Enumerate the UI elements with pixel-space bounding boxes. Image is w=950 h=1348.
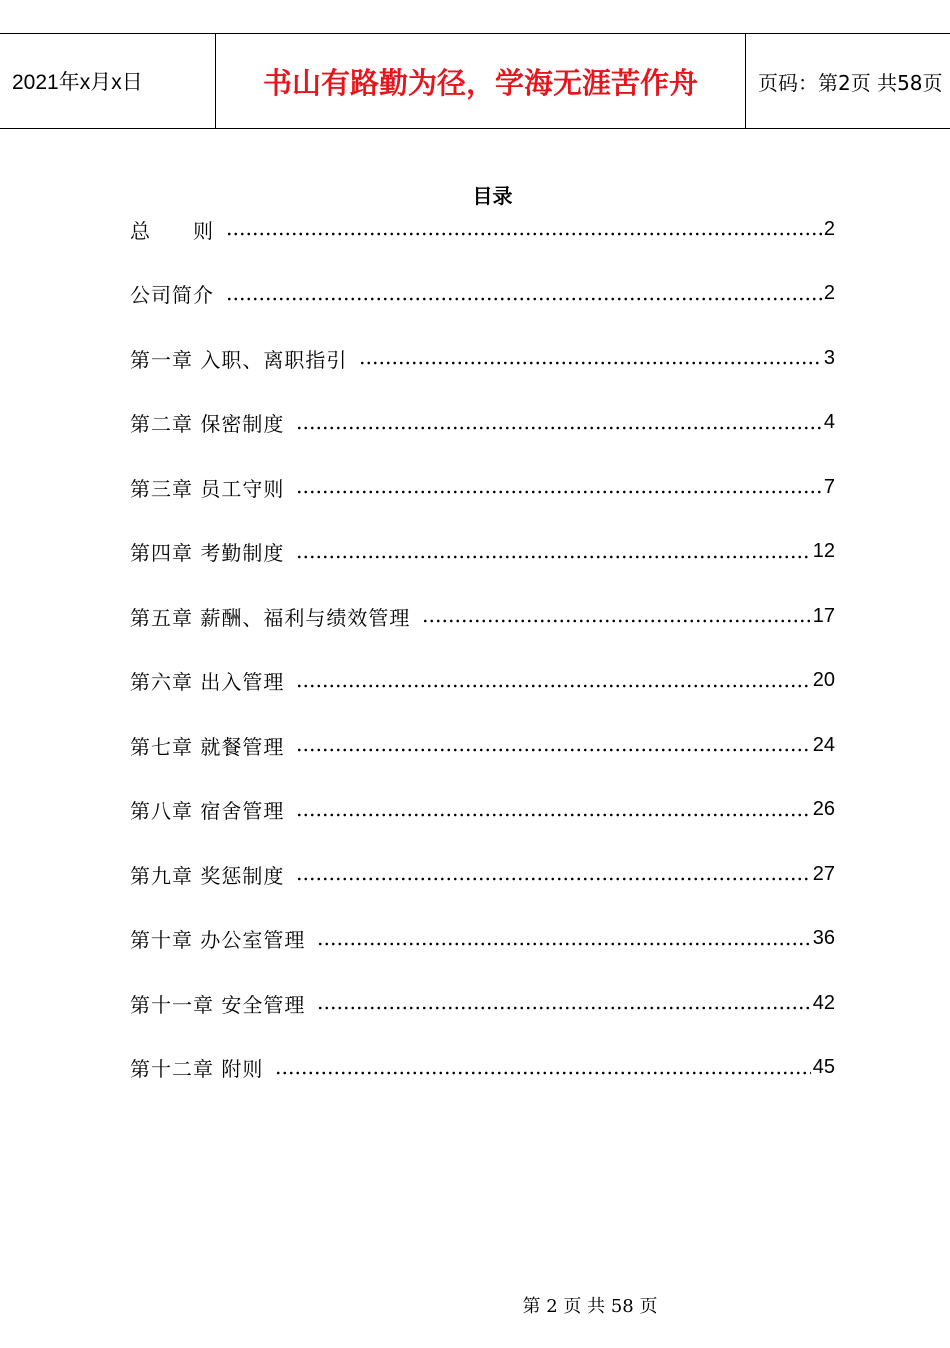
toc-entry-page: 3 [823, 346, 835, 369]
toc-entry [130, 919, 835, 959]
toc-entry [130, 790, 835, 830]
toc-dot-leader [296, 669, 810, 689]
toc-entry-page: 17 [812, 604, 835, 627]
toc-entry-page: 12 [812, 540, 835, 562]
toc-entry-page: 24 [812, 733, 835, 756]
toc-entry [130, 854, 835, 894]
toc-entry-page: 27 [812, 862, 835, 885]
toc-dot-leader [296, 411, 822, 431]
toc-entry-page: 4 [823, 411, 835, 433]
toc-entry-page: 2 [823, 282, 835, 304]
toc-dot-leader [226, 282, 822, 302]
toc-entry-label: 第八章 宿舍管理 [130, 799, 285, 823]
toc-dot-leader [422, 604, 810, 624]
toc-entry-label: 第四章 考勤制度 [130, 541, 285, 565]
toc-entry-label: 第十二章 附则 [130, 1057, 264, 1081]
toc-dot-leader [296, 862, 810, 882]
toc-entry-label: 公司简介 [130, 283, 214, 307]
toc-entry-page: 2 [823, 217, 835, 240]
toc-entry [130, 532, 835, 572]
toc-dot-leader [317, 927, 810, 947]
toc-entry [130, 725, 835, 765]
toc-entry-label: 第二章 保密制度 [130, 412, 285, 436]
toc-entry-label: 第九章 奖惩制度 [130, 863, 285, 888]
toc-entry [130, 338, 835, 378]
header-date: 2021年x月x日 [0, 34, 216, 128]
toc-entry-label: 第七章 就餐管理 [130, 734, 285, 759]
toc-dot-leader [275, 1056, 810, 1076]
page-header [0, 33, 950, 129]
toc-entry [130, 274, 835, 314]
toc-entry [130, 209, 835, 249]
table-of-contents [130, 209, 835, 1112]
toc-entry-page: 42 [812, 991, 835, 1014]
toc-entry-page: 45 [812, 1056, 835, 1078]
toc-dot-leader [359, 346, 822, 366]
page-footer: 第 2 页 共 58 页 [522, 1296, 658, 1317]
toc-entry-page: 7 [823, 475, 835, 498]
toc-entry-label: 第五章 薪酬、福利与绩效管理 [130, 605, 411, 630]
toc-entry-page: 20 [812, 669, 835, 691]
header-motto: 书山有路勤为径，学海无涯苦作舟 [216, 34, 746, 128]
toc-entry-label: 第三章 员工守则 [130, 476, 285, 501]
toc-title: 目录 [472, 184, 513, 208]
toc-entry [130, 1048, 835, 1088]
toc-entry-label: 第十一章 安全管理 [130, 992, 306, 1017]
toc-entry-label: 第六章 出入管理 [130, 670, 285, 694]
toc-entry [130, 661, 835, 701]
toc-entry [130, 403, 835, 443]
toc-dot-leader [296, 798, 810, 818]
toc-dot-leader [296, 733, 810, 753]
toc-dot-leader [296, 540, 810, 560]
toc-entry [130, 983, 835, 1023]
header-page-info: 页码：第2页 共58页 [758, 70, 943, 95]
toc-entry-page: 36 [812, 927, 835, 949]
toc-dot-leader [317, 991, 810, 1011]
toc-entry [130, 596, 835, 636]
toc-entry-page: 26 [812, 798, 835, 820]
toc-dot-leader [226, 217, 822, 237]
toc-entry-label: 总 则 [130, 218, 214, 243]
toc-entry-label: 第十章 办公室管理 [130, 928, 306, 952]
toc-entry-label: 第一章 入职、离职指引 [130, 347, 348, 372]
toc-entry [130, 467, 835, 507]
toc-dot-leader [296, 475, 822, 495]
